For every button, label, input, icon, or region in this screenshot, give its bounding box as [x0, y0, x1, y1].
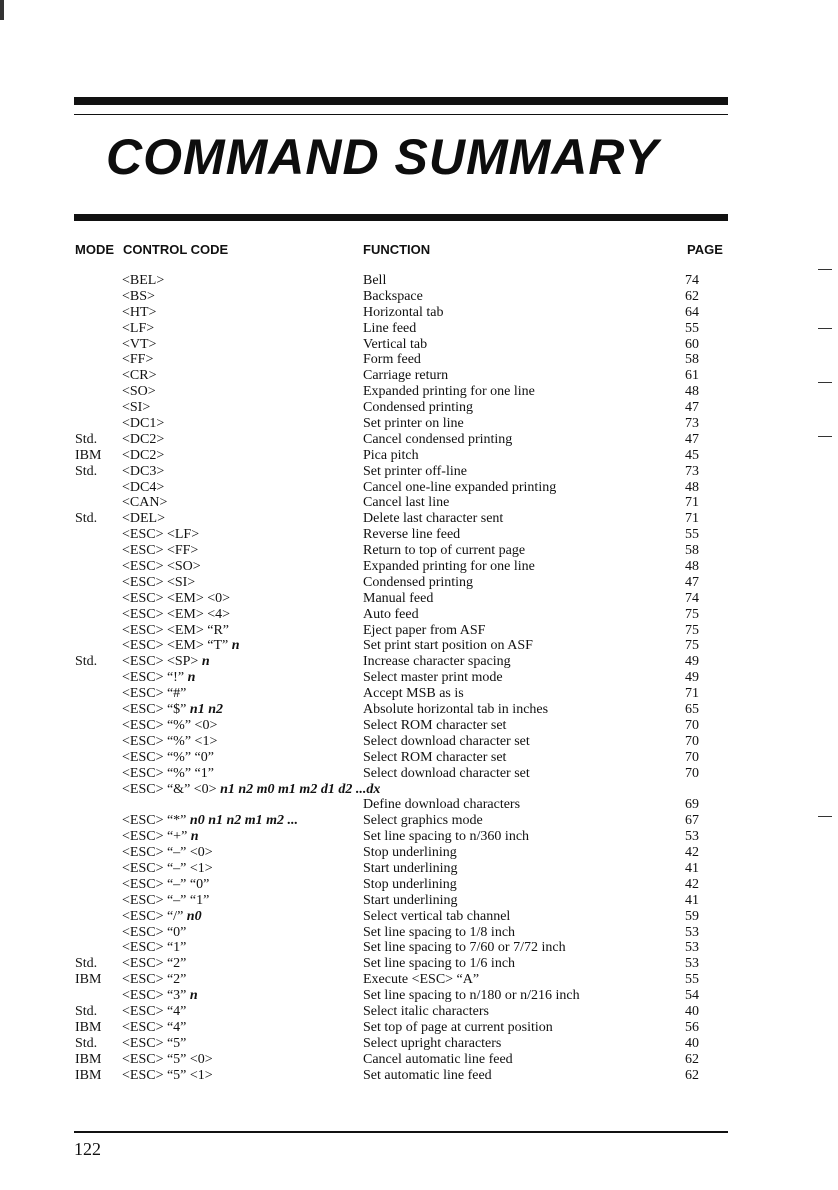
- control-code-text: <ESC> <FF>: [122, 543, 199, 559]
- control-code-cell: [122, 734, 217, 750]
- function-cell: Cancel automatic line feed: [363, 1051, 513, 1067]
- page-cell: 40: [685, 1003, 699, 1019]
- function-cell: Select graphics mode: [363, 813, 483, 829]
- function-cell: Select download character set: [363, 733, 530, 749]
- header-mode: MODE: [75, 242, 114, 257]
- page-cell: 73: [685, 416, 699, 432]
- mode-cell: Std.: [75, 956, 98, 972]
- page-cell: 64: [685, 304, 699, 320]
- table-row: [0, 559, 838, 575]
- table-row: [0, 877, 838, 893]
- table-row: [0, 321, 838, 337]
- control-code-cell: [122, 654, 210, 670]
- function-cell: Set line spacing to 7/60 or 7/72 inch: [363, 940, 566, 956]
- page-cell: 48: [685, 479, 699, 495]
- control-code-text: <ESC> “%” <1>: [122, 733, 218, 749]
- control-code-cell: [122, 829, 199, 845]
- control-code-text: <ESC> <SP>: [122, 654, 199, 670]
- control-code-argument: n: [231, 638, 240, 654]
- function-cell: Select upright characters: [363, 1035, 502, 1051]
- control-code-cell: [122, 559, 201, 575]
- page-cell: 65: [685, 702, 699, 718]
- control-code-cell: [122, 1004, 186, 1020]
- page-cell: 73: [685, 463, 699, 479]
- control-code-text: <ESC> “4”: [122, 1019, 187, 1035]
- page-cell: 58: [685, 352, 699, 368]
- function-cell: Set top of page at current position: [363, 1019, 553, 1035]
- control-code-text: <ESC> “%” “1”: [122, 765, 214, 781]
- function-cell: Select download character set: [363, 765, 530, 781]
- page-cell: 62: [685, 1067, 699, 1083]
- page-cell: 60: [685, 336, 699, 352]
- page-cell: 62: [685, 288, 699, 304]
- function-cell: Condensed printing: [363, 574, 474, 590]
- table-row: [0, 1068, 838, 1084]
- top-rule-thick: [74, 97, 728, 105]
- table-row: [0, 1036, 838, 1052]
- control-code-cell: [122, 638, 240, 654]
- control-code-cell: [122, 543, 198, 559]
- control-code-text: <ESC> “–” “1”: [122, 892, 210, 908]
- function-cell: Execute <ESC> “A”: [363, 972, 480, 988]
- function-cell: Bell: [363, 273, 387, 288]
- page-cell: 55: [685, 320, 699, 336]
- table-row: [0, 782, 838, 798]
- table-row: [0, 1020, 838, 1036]
- page-cell: 70: [685, 765, 699, 781]
- page-cell: 70: [685, 717, 699, 733]
- control-code-cell: [122, 670, 195, 686]
- control-code-cell: [122, 956, 186, 972]
- control-code-text: <ESC> “%” <0>: [122, 717, 218, 733]
- page-cell: 55: [685, 527, 699, 543]
- page-cell: 53: [685, 956, 699, 972]
- control-code-cell: [122, 321, 154, 337]
- table-row: [0, 734, 838, 750]
- page-cell: 71: [685, 511, 699, 527]
- function-cell: Set printer off-line: [363, 463, 467, 479]
- table-row: [0, 718, 838, 734]
- function-cell: Expanded printing for one line: [363, 384, 535, 400]
- table-row: [0, 591, 838, 607]
- table-row: [0, 654, 838, 670]
- control-code-text: <ESC> “1”: [122, 940, 187, 956]
- table-row: [0, 1004, 838, 1020]
- control-code-cell: [122, 591, 230, 607]
- page-cell: 47: [685, 574, 699, 590]
- mode-cell: Std.: [75, 431, 98, 447]
- table-row: [0, 527, 838, 543]
- table-row: [0, 368, 838, 384]
- control-code-argument: n: [187, 670, 196, 686]
- control-code-cell: [122, 289, 155, 305]
- table-row: [0, 845, 838, 861]
- control-code-cell: [122, 400, 150, 416]
- control-code-text: <ESC> <EM> <0>: [122, 590, 231, 606]
- control-code-text: <LF>: [122, 320, 155, 336]
- control-code-text: <ESC> “5” <0>: [122, 1051, 213, 1067]
- scan-edge-mark: [818, 436, 832, 437]
- control-code-cell: [122, 988, 198, 1004]
- page-cell: 75: [685, 606, 699, 622]
- table-row: [0, 1052, 838, 1068]
- control-code-argument: n: [189, 988, 198, 1004]
- scan-edge-mark: [0, 0, 4, 20]
- function-cell: Start underlining: [363, 860, 458, 876]
- control-code-cell: [122, 845, 213, 861]
- function-cell: Eject paper from ASF: [363, 622, 486, 638]
- function-cell: Define download characters: [363, 797, 521, 813]
- control-code-argument: n1 n2: [189, 702, 223, 718]
- control-code-text: <DC3>: [122, 463, 165, 479]
- function-cell: Cancel condensed printing: [363, 431, 513, 447]
- page-cell: 58: [685, 543, 699, 559]
- control-code-text: <CR>: [122, 368, 157, 384]
- control-code-text: <ESC> “/”: [122, 908, 184, 924]
- control-code-cell: [122, 813, 298, 829]
- mode-cell: IBM: [75, 1067, 102, 1083]
- control-code-cell: [122, 575, 195, 591]
- control-code-text: <ESC> <SI>: [122, 574, 196, 590]
- table-row: [0, 511, 838, 527]
- page-number: 122: [74, 1139, 101, 1159]
- page-cell: 48: [685, 384, 699, 400]
- function-cell: Set line spacing to n/180 or n/216 inch: [363, 988, 580, 1004]
- page-cell: 70: [685, 733, 699, 749]
- control-code-cell: [122, 416, 164, 432]
- page-cell: 42: [685, 845, 699, 861]
- table-row: [0, 384, 838, 400]
- control-code-cell: [122, 495, 167, 511]
- function-cell: Select ROM character set: [363, 749, 507, 765]
- table-row: [0, 829, 838, 845]
- control-code-text: <ESC> “%” “0”: [122, 749, 214, 765]
- control-code-argument: n: [190, 829, 199, 845]
- control-code-text: <ESC> <LF>: [122, 527, 200, 543]
- page-cell: 56: [685, 1019, 699, 1035]
- function-cell: Select master print mode: [363, 670, 503, 686]
- mode-cell: Std.: [75, 1035, 98, 1051]
- table-row: [0, 861, 838, 877]
- table-row: [0, 813, 838, 829]
- mode-cell: Std.: [75, 1003, 98, 1019]
- control-code-cell: [122, 352, 153, 368]
- function-cell: Select italic characters: [363, 1003, 489, 1019]
- mode-cell: IBM: [75, 1019, 102, 1035]
- page-cell: 62: [685, 1051, 699, 1067]
- scan-edge-mark: [818, 269, 832, 270]
- control-code-text: <FF>: [122, 352, 154, 368]
- control-code-text: <ESC> “+”: [122, 829, 188, 845]
- control-code-text: <ESC> “5” <1>: [122, 1067, 213, 1083]
- table-row: [0, 909, 838, 925]
- control-code-cell: [122, 702, 223, 718]
- function-cell: Select ROM character set: [363, 717, 507, 733]
- function-cell: Stop underlining: [363, 876, 457, 892]
- function-cell: Stop underlining: [363, 845, 457, 861]
- control-code-cell: [122, 877, 209, 893]
- table-row: [0, 702, 838, 718]
- function-cell: Set line spacing to n/360 inch: [363, 829, 530, 845]
- page-cell: 69: [685, 797, 699, 813]
- control-code-text: <DEL>: [122, 511, 166, 527]
- table-row: [0, 750, 838, 766]
- table-row: [0, 305, 838, 321]
- function-cell: Line feed: [363, 320, 417, 336]
- mode-cell: Std.: [75, 654, 98, 670]
- control-code-text: <ESC> “–” <1>: [122, 860, 213, 876]
- control-code-text: <ESC> “#”: [122, 686, 187, 702]
- control-code-cell: [122, 305, 156, 321]
- table-row: [0, 273, 838, 289]
- function-cell: Accept MSB as is: [363, 686, 464, 702]
- control-code-cell: [122, 909, 202, 925]
- scan-edge-mark: [818, 816, 832, 817]
- page-cell: 53: [685, 940, 699, 956]
- function-cell: Auto feed: [363, 606, 419, 622]
- control-code-text: <VT>: [122, 336, 157, 352]
- control-code-cell: [122, 766, 214, 782]
- control-code-cell: [122, 925, 186, 941]
- control-code-text: <ESC> “3”: [122, 988, 187, 1004]
- page-cell: 75: [685, 622, 699, 638]
- page-cell: 53: [685, 924, 699, 940]
- control-code-text: <BEL>: [122, 273, 165, 288]
- table-row: [0, 464, 838, 480]
- function-cell: Form feed: [363, 352, 421, 368]
- page-cell: 55: [685, 972, 699, 988]
- function-cell: Delete last character sent: [363, 511, 504, 527]
- control-code-cell: [122, 1052, 213, 1068]
- control-code-argument: n0: [186, 908, 202, 924]
- control-code-text: <ESC> <SO>: [122, 559, 201, 575]
- control-code-text: <ESC> “*”: [122, 813, 187, 829]
- control-code-cell: [122, 432, 164, 448]
- function-cell: Cancel one-line expanded printing: [363, 479, 557, 495]
- page-cell: 48: [685, 559, 699, 575]
- function-cell: Set printer on line: [363, 416, 464, 432]
- table-row: [0, 988, 838, 1004]
- table-row: [0, 893, 838, 909]
- table-row: [0, 352, 838, 368]
- table-row: [0, 797, 838, 813]
- table-row: [0, 670, 838, 686]
- table-row: [0, 972, 838, 988]
- control-code-text: <ESC> <EM> “R”: [122, 622, 230, 638]
- control-code-text: <ESC> “4”: [122, 1003, 187, 1019]
- title-underline-rule: [74, 214, 728, 221]
- table-row: [0, 432, 838, 448]
- function-cell: Expanded printing for one line: [363, 559, 535, 575]
- header-function: FUNCTION: [363, 242, 431, 257]
- control-code-text: <ESC> <EM> <4>: [122, 606, 231, 622]
- function-cell: Condensed printing: [363, 400, 474, 416]
- table-row: [0, 925, 838, 941]
- function-cell: Increase character spacing: [363, 654, 511, 670]
- function-cell: Set line spacing to 1/8 inch: [363, 924, 516, 940]
- control-code-cell: [122, 718, 217, 734]
- top-rule-thin: [74, 114, 728, 115]
- control-code-cell: [122, 686, 186, 702]
- function-cell: Select vertical tab channel: [363, 908, 511, 924]
- page-cell: 45: [685, 447, 699, 463]
- table-row: [0, 400, 838, 416]
- table-row: [0, 289, 838, 305]
- function-cell: Return to top of current page: [363, 543, 526, 559]
- control-code-cell: [122, 511, 165, 527]
- page-cell: 42: [685, 876, 699, 892]
- scan-edge-mark: [818, 328, 832, 329]
- mode-cell: IBM: [75, 1051, 102, 1067]
- table-row: [0, 623, 838, 639]
- control-code-text: <SI>: [122, 400, 151, 416]
- table-row: [0, 607, 838, 623]
- function-cell: Carriage return: [363, 368, 449, 384]
- function-cell: Vertical tab: [363, 336, 428, 352]
- control-code-text: <SO>: [122, 384, 156, 400]
- control-code-cell: [122, 861, 213, 877]
- function-cell: Backspace: [363, 288, 423, 304]
- control-code-cell: [122, 607, 230, 623]
- footer-rule: [74, 1131, 728, 1133]
- control-code-cell: [122, 527, 199, 543]
- control-code-text: <ESC> “0”: [122, 924, 187, 940]
- control-code-text: <BS>: [122, 288, 155, 304]
- function-cell: Horizontal tab: [363, 304, 444, 320]
- table-row: [0, 416, 838, 432]
- function-cell: Reverse line feed: [363, 527, 461, 543]
- page-cell: 40: [685, 1035, 699, 1051]
- page-cell: 49: [685, 670, 699, 686]
- control-code-cell: [122, 1068, 213, 1084]
- control-code-text: <ESC> “2”: [122, 972, 187, 988]
- function-cell: Manual feed: [363, 590, 434, 606]
- table-row: [0, 480, 838, 496]
- page-title: COMMAND SUMMARY: [106, 129, 659, 185]
- page-cell: 74: [685, 590, 699, 606]
- control-code-cell: [122, 1036, 186, 1052]
- function-cell: Set automatic line feed: [363, 1067, 492, 1083]
- control-code-cell: [122, 448, 164, 464]
- control-code-cell: [122, 782, 380, 798]
- control-code-text: <ESC> “!”: [122, 670, 185, 686]
- control-code-text: <ESC> “2”: [122, 956, 187, 972]
- scan-edge-mark: [818, 382, 832, 383]
- function-cell: Set print start position on ASF: [363, 638, 533, 654]
- control-code-cell: [122, 940, 186, 956]
- page-cell: 47: [685, 431, 699, 447]
- mode-cell: IBM: [75, 447, 102, 463]
- page-cell: 59: [685, 908, 699, 924]
- control-code-text: <ESC> “–” “0”: [122, 876, 210, 892]
- control-code-text: <DC2>: [122, 447, 165, 463]
- table-row: [0, 575, 838, 591]
- control-code-cell: [122, 1020, 186, 1036]
- function-cell: Set line spacing to 1/6 inch: [363, 956, 516, 972]
- control-code-cell: [122, 623, 229, 639]
- control-code-cell: [122, 464, 164, 480]
- table-row: [0, 956, 838, 972]
- control-code-text: <ESC> “&” <0>: [122, 781, 217, 797]
- function-cell: Pica pitch: [363, 447, 419, 463]
- page-cell: 53: [685, 829, 699, 845]
- table-row: [0, 940, 838, 956]
- control-code-argument: n: [201, 654, 210, 670]
- page-cell: 61: [685, 368, 699, 384]
- control-code-text: <DC4>: [122, 479, 165, 495]
- control-code-text: <ESC> “5”: [122, 1035, 187, 1051]
- control-code-text: <ESC> <EM> “T”: [122, 638, 229, 654]
- table-row: [0, 766, 838, 782]
- control-code-text: <DC1>: [122, 416, 165, 432]
- control-code-cell: [122, 480, 164, 496]
- control-code-text: <HT>: [122, 304, 157, 320]
- page-cell: 49: [685, 654, 699, 670]
- control-code-cell: [122, 893, 209, 909]
- page-cell: 74: [685, 273, 699, 288]
- mode-cell: Std.: [75, 463, 98, 479]
- header-control-code: CONTROL CODE: [123, 242, 229, 257]
- control-code-text: <ESC> “$”: [122, 702, 187, 718]
- page-cell: 75: [685, 638, 699, 654]
- page-cell: 67: [685, 813, 699, 829]
- page-cell: 41: [685, 860, 699, 876]
- page-cell: 47: [685, 400, 699, 416]
- control-code-cell: [122, 368, 156, 384]
- control-code-argument: n0 n1 n2 m1 m2 ...: [189, 813, 299, 829]
- page-cell: 70: [685, 749, 699, 765]
- table-row: [0, 543, 838, 559]
- table-row: [0, 448, 838, 464]
- control-code-argument: n1 n2 m0 m1 m2 d1 d2 ...dx: [220, 781, 381, 797]
- page-cell: 71: [685, 495, 699, 511]
- control-code-text: <DC2>: [122, 431, 165, 447]
- page-cell: 54: [685, 988, 699, 1004]
- table-row: [0, 638, 838, 654]
- control-code-text: <ESC> “–” <0>: [122, 845, 213, 861]
- command-table: [0, 273, 838, 1083]
- mode-cell: Std.: [75, 511, 98, 527]
- page-cell: 71: [685, 686, 699, 702]
- control-code-cell: [122, 337, 156, 353]
- table-row: [0, 686, 838, 702]
- mode-cell: IBM: [75, 972, 102, 988]
- control-code-cell: [122, 273, 164, 289]
- function-cell: Absolute horizontal tab in inches: [363, 702, 549, 718]
- table-row: [0, 495, 838, 511]
- table-row: [0, 337, 838, 353]
- control-code-cell: [122, 750, 214, 766]
- function-cell: Start underlining: [363, 892, 458, 908]
- control-code-text: <CAN>: [122, 495, 168, 511]
- control-code-cell: [122, 384, 156, 400]
- page-cell: 41: [685, 892, 699, 908]
- header-page: PAGE: [687, 242, 723, 257]
- function-cell: Cancel last line: [363, 495, 450, 511]
- control-code-cell: [122, 972, 186, 988]
